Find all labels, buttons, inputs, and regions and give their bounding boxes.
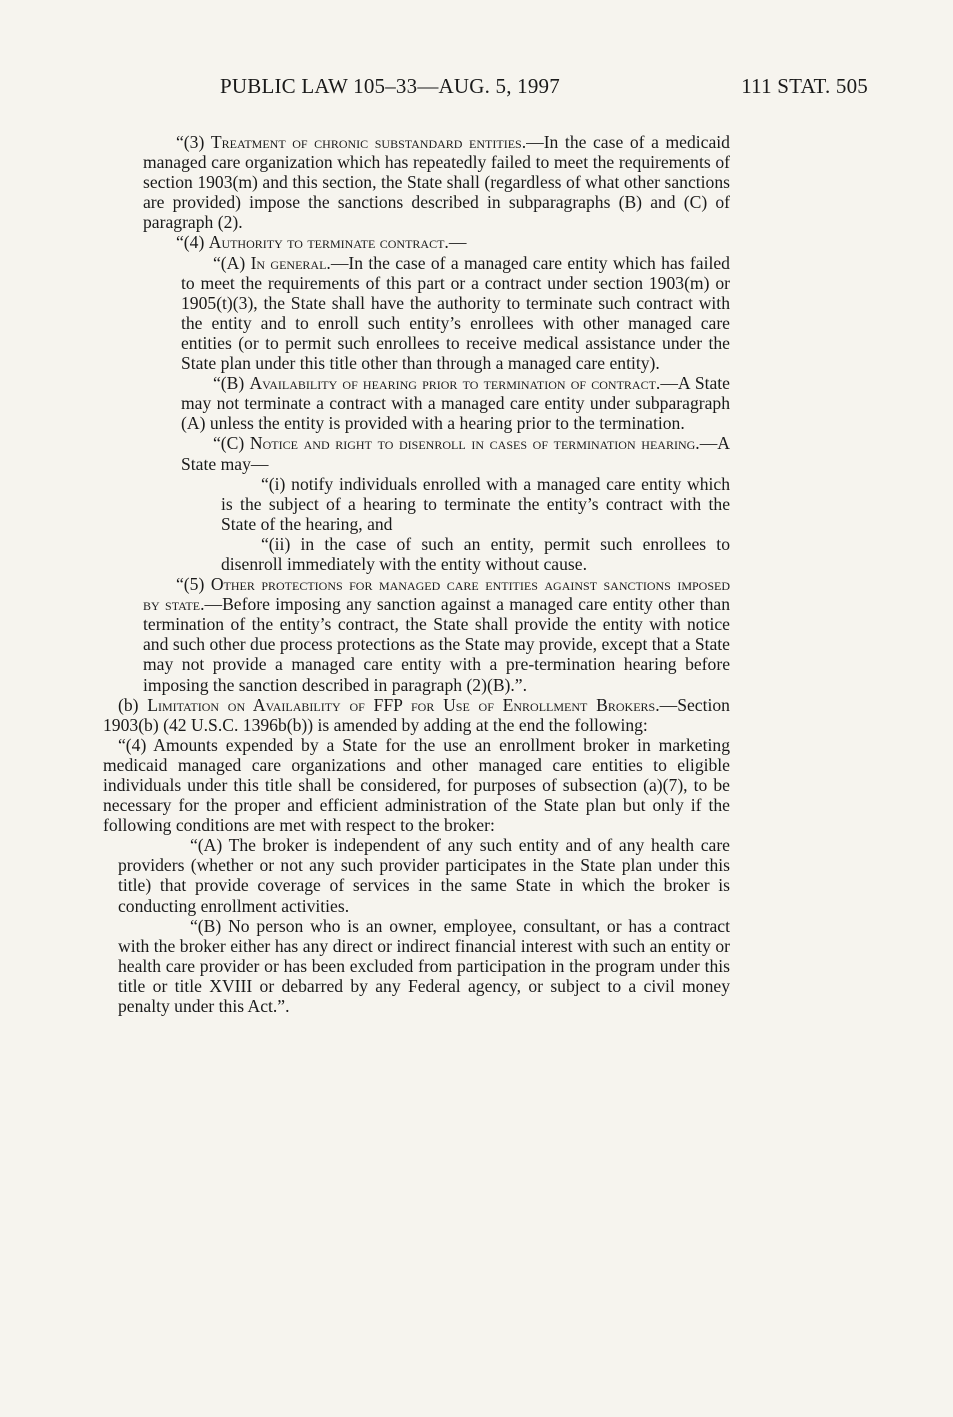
subparagraph-b-hearing: “(B) Availability of hearing prior to termination of contract.—A State may not terminate a contract with a managed care entity under subparagraph (A) unless the entity is provided with a hearing prior to the termination. <box>181 373 730 434</box>
inserted-paragraph-4: “(4) Amounts expended by a State for the use an enrollment broker in marketing medicaid managed care organizations and other managed care entities to eligible individuals under this title shall be considered, for purposes of subsection (a)(7), to be necessary for the proper and efficient administration of the State plan but only if the following conditions are met with respect to the broker: <box>103 734 730 836</box>
condition-b-no-interest: “(B) No person who is an owner, employee, consultant, or has a contract with the broker either has any direct or indirect financial interest with such an entity or health care provider or has been excluded from participation in the program under this title or title XVIII or debarred by any Federal agency, or subject to a civil money penalty under this Act.”. <box>118 915 730 1017</box>
subparagraph-a-in-general: “(A) In general.—In the case of a managed care entity which has failed to meet the requirements of this part or a contract under section 1903(m) or 1905(t)(3), the State shall have the authority to terminate such contract with the entity and to enroll such entity’s enrollees with other managed care entities (or to permit such enrollees to receive medical assistance under the State plan under this title other than through a managed care entity). <box>181 252 730 374</box>
condition-a-independent: “(A) The broker is independent of any such entity and of any health care providers (whether or not any such provider participates in the State plan under this title) that provide coverage of services in the same State in which the broker is conducting enrollment activities. <box>118 835 730 916</box>
subsection-b-enrollment-brokers: (b) Limitation on Availability of FFP for Use of Enrollment Brokers.—Section 1903(b) (42 U.S.C. 1396b(b)) is amended by adding at the end the following: <box>103 694 730 735</box>
clause-ii-disenroll: “(ii) in the case of such an entity, permit such enrollees to disenroll immediately with the entity without cause. <box>221 533 730 574</box>
paragraph-5-other-protections: “(5) Other protections for managed care entities against sanctions imposed by state.—Before imposing any sanction against a managed care entity other than termination of the entity’s contract, the State shall provide the entity with notice and such other due process protections as the State may provide, except that a State may not provide a managed care entity with a pre-termination hearing before imposing the sanction described in paragraph (2)(B).”. <box>143 574 730 695</box>
paragraph-4-heading: “(4) Authority to terminate contract.— <box>176 232 467 253</box>
subparagraph-c-notice: “(C) Notice and right to disenroll in cases of termination hearing.—A State may— <box>181 433 730 474</box>
statute-body <box>103 132 730 1016</box>
statute-page-number: 111 STAT. 505 <box>741 74 868 98</box>
public-law-citation: PUBLIC LAW 105–33—AUG. 5, 1997 <box>220 74 560 98</box>
paragraph-3-chronic-substandard: “(3) Treatment of chronic substandard entities.—In the case of a medicaid managed care organization which has repeatedly failed to meet the requirements of section 1903(m) and this section, the State shall (regardless of what other sanctions are provided) impose the sanctions described in subparagraphs (B) and (C) of paragraph (2). <box>143 132 730 233</box>
clause-i-notify: “(i) notify individuals enrolled with a managed care entity which is the subject of a hearing to terminate the entity’s contract with the State of the hearing, and <box>221 473 730 534</box>
